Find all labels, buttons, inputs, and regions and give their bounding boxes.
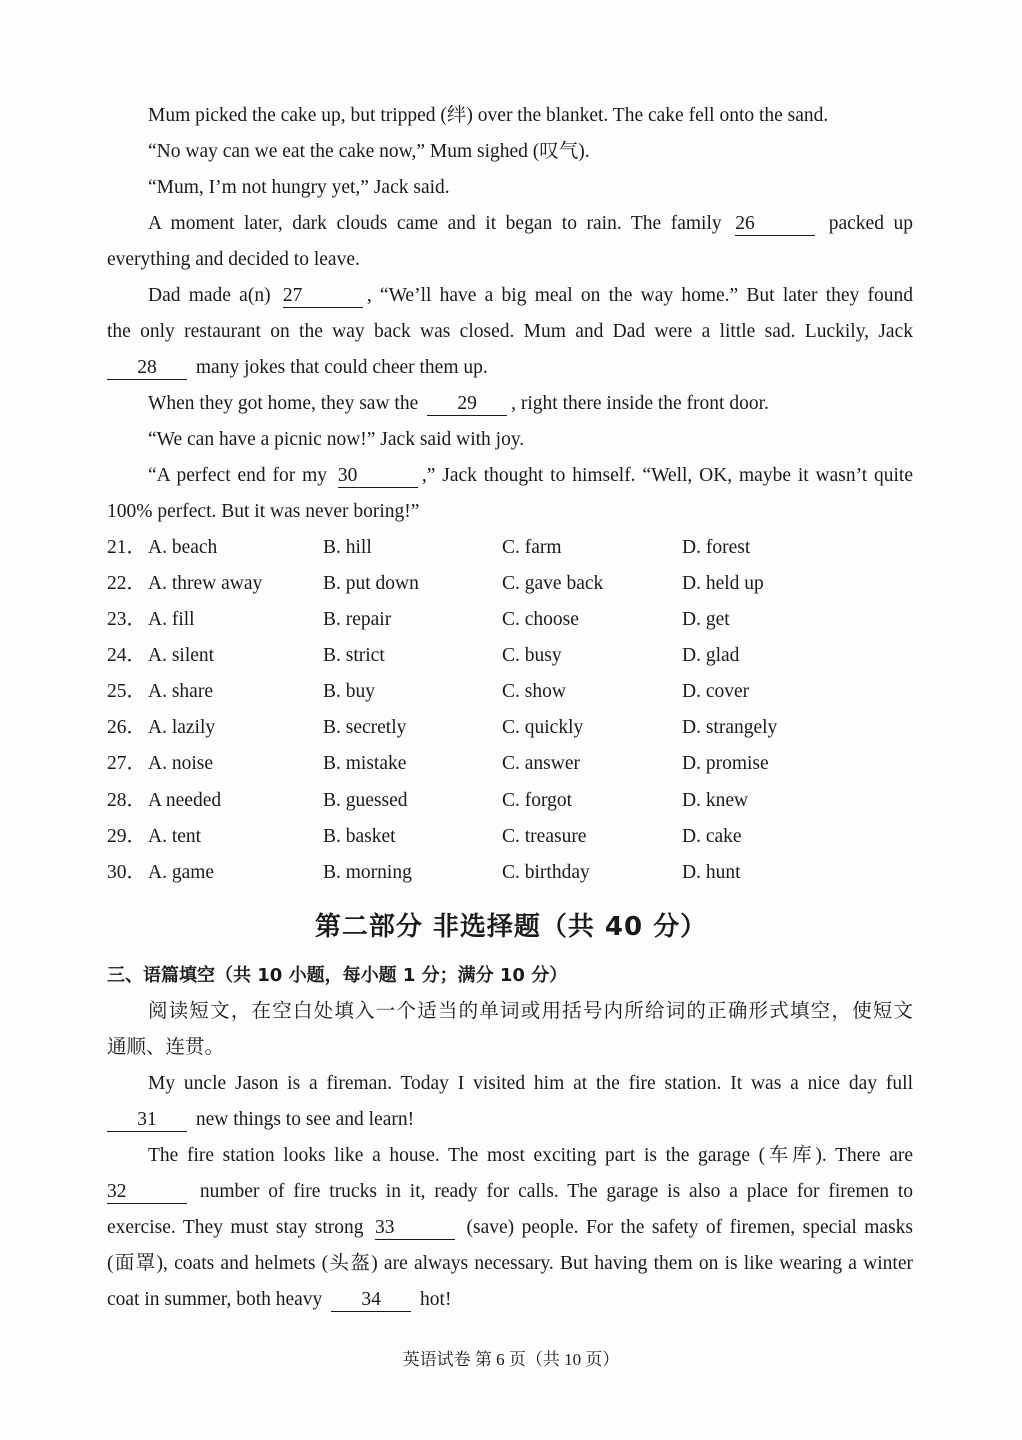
option-b: B. put down — [323, 573, 419, 594]
question-number: 29． — [107, 826, 147, 847]
option-row — [0, 678, 1022, 706]
blank-28: 28 — [107, 357, 187, 380]
blank-30: 30 — [338, 465, 418, 488]
passage-line: The fire station looks like a house. The most exciting part is the garage (车库). There are — [148, 1145, 913, 1166]
passage-line: exercise. They must stay strong 33 (save) people. For the safety of firemen, special masks — [107, 1217, 914, 1238]
passage-line: (面罩), coats and helmets (头盔) are always necessary. But having them on is like wearing a winter — [107, 1253, 913, 1274]
question-number: 26． — [107, 717, 147, 738]
option-c: C. quickly — [502, 717, 584, 738]
option-c: C. birthday — [502, 862, 590, 883]
option-a: A. silent — [148, 645, 215, 666]
option-a: A. share — [148, 681, 213, 702]
option-d: D. promise — [682, 753, 769, 774]
option-d: D. held up — [682, 573, 764, 594]
blank-29: 29 — [427, 393, 507, 416]
option-b: B. basket — [323, 826, 396, 847]
option-c: C. farm — [502, 537, 562, 558]
option-c: C. forgot — [502, 790, 573, 811]
option-b: B. secretly — [323, 717, 407, 738]
option-b: B. morning — [323, 862, 412, 883]
option-row — [0, 642, 1022, 670]
story-line: “A perfect end for my 30 ,” Jack thought to himself. “Well, OK, maybe it wasn’t quite — [148, 465, 914, 486]
option-b: B. guessed — [323, 790, 408, 811]
story-line: 100% perfect. But it was never boring!” — [107, 501, 420, 522]
passage-line: coat in summer, both heavy 34 hot! — [107, 1289, 452, 1310]
option-row — [0, 823, 1022, 851]
option-d: D. glad — [682, 645, 740, 666]
option-d: D. cake — [682, 826, 742, 847]
option-b: B. buy — [323, 681, 376, 702]
story-line: Dad made a(n) 27 , “We’ll have a big meal on the way home.” But later they found — [148, 285, 913, 306]
option-row — [0, 606, 1022, 634]
option-c: C. treasure — [502, 826, 587, 847]
option-c: C. show — [502, 681, 566, 702]
story-line: Mum picked the cake up, but tripped (绊) over the blanket. The cake fell onto the sand. — [148, 105, 829, 126]
option-a: A. threw away — [148, 573, 263, 594]
blank-31: 31 — [107, 1109, 187, 1132]
option-c: C. gave back — [502, 573, 604, 594]
passage-line: My uncle Jason is a fireman. Today I visited him at the fire station. It was a nice day full — [148, 1073, 913, 1094]
option-a: A. lazily — [148, 717, 216, 738]
option-d: D. hunt — [682, 862, 741, 883]
story-line: “We can have a picnic now!” Jack said with joy. — [148, 429, 525, 450]
story-line: “Mum, I’m not hungry yet,” Jack said. — [148, 177, 450, 198]
question-number: 30． — [107, 862, 147, 883]
story-line: the only restaurant on the way back was closed. Mum and Dad were a little sad. Luckily, Jack — [107, 321, 913, 342]
option-b: B. repair — [323, 609, 392, 630]
option-a: A. beach — [148, 537, 218, 558]
option-a: A needed — [148, 790, 222, 811]
option-row — [0, 714, 1022, 742]
option-c: C. answer — [502, 753, 580, 774]
option-d: D. get — [682, 609, 730, 630]
question-number: 21． — [107, 537, 147, 558]
story-line: “No way can we eat the cake now,” Mum sighed (叹气). — [148, 141, 590, 162]
section-title: 三、语篇填空（共 10 小题，每小题 1 分；满分 10 分） — [107, 965, 568, 986]
blank-26: 26 — [735, 213, 815, 236]
option-row — [0, 859, 1022, 887]
story-line: everything and decided to leave. — [107, 249, 360, 270]
option-b: B. strict — [323, 645, 385, 666]
blank-32: 32 — [107, 1181, 187, 1204]
option-row — [0, 750, 1022, 778]
option-b: B. hill — [323, 537, 372, 558]
blank-34: 34 — [331, 1289, 411, 1312]
option-c: C. choose — [502, 609, 579, 630]
option-row — [0, 570, 1022, 598]
option-a: A. fill — [148, 609, 195, 630]
part-heading: 第二部分 非选择题（共 40 分） — [314, 912, 708, 942]
option-row — [0, 787, 1022, 815]
story-line: A moment later, dark clouds came and it began to rain. The family 26 packed up — [148, 213, 914, 234]
option-d: D. cover — [682, 681, 750, 702]
option-a: A. game — [148, 862, 215, 883]
instruction-line: 通顺、连贯。 — [107, 1037, 225, 1058]
instruction-line: 阅读短文，在空白处填入一个适当的单词或用括号内所给词的正确形式填空，使短文 — [148, 1001, 913, 1022]
option-b: B. mistake — [323, 753, 407, 774]
question-number: 23． — [107, 609, 147, 630]
option-row — [0, 534, 1022, 562]
passage-line: 31 new things to see and learn! — [107, 1106, 913, 1134]
question-number: 28． — [107, 790, 147, 811]
question-number: 25． — [107, 681, 147, 702]
blank-27: 27 — [283, 285, 363, 308]
passage-line: 32 number of fire trucks in it, ready for calls. The garage is also a place for firemen to — [107, 1181, 913, 1202]
question-number: 24． — [107, 645, 147, 666]
option-d: D. strangely — [682, 717, 778, 738]
option-c: C. busy — [502, 645, 562, 666]
option-a: A. noise — [148, 753, 213, 774]
story-line: When they got home, they saw the 29 , right there inside the front door. — [148, 393, 769, 414]
option-a: A. tent — [148, 826, 202, 847]
story-line: 28 many jokes that could cheer them up. — [107, 354, 913, 382]
option-d: D. forest — [682, 537, 751, 558]
question-number: 27． — [107, 753, 147, 774]
page-footer: 英语试卷 第 6 页（共 10 页） — [402, 1350, 620, 1369]
question-number: 22． — [107, 573, 147, 594]
blank-33: 33 — [375, 1217, 455, 1240]
option-d: D. knew — [682, 790, 749, 811]
